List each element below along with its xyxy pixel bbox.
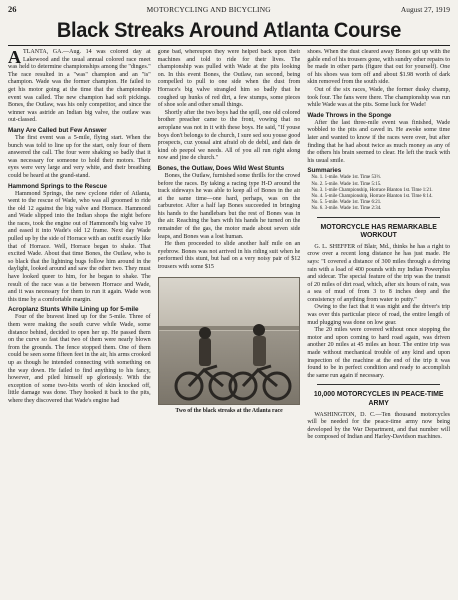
- paragraph: shoes. When the dust cleared away Bones got up with the gable end of his trousers gone, with sundry other repairs to be made in other parts (figure that out for yourself). One of his shoes was torn off and about $1.98 worth of dark skin removed from the south side.: [307, 49, 450, 86]
- article-columns: [8, 49, 450, 595]
- summary-item: No. 2. 5-mile. Wade 1st. Time 5:15.: [311, 181, 382, 187]
- subhead-many-called: Many Are Called but Few Answer: [8, 126, 107, 134]
- summary-item: No. 5. 5-mile. Wade 1st. Time 6:21.: [311, 200, 382, 206]
- section-divider: [317, 217, 440, 218]
- section-heading-workout: MOTORCYCLE HAS REMARKABLE WORKOUT: [320, 223, 437, 240]
- paragraph: Bones, the Outlaw, furnished some thrills for the crowd before the races. By taking a racing type H-D around the track sideways he was able to keep all of Bones in the air at the same time—one hard, perhaps, was on the carburetor. After a half lap Bones succeeded in bringing his hands to the handlebars but the rest of Bones was in the air. Reaching the bars with his hands he turned on the remainder of the gas, the motor made about seven side leaps, and Bones was a lost human.: [157, 172, 301, 240]
- paragraph: The 20 miles were covered without once stopping the motor and upon coming to hard road again, was driven another 20 miles at 45 miles an hour. The entire trip was made without mechanical trouble of any kind and upon inspection of the machine at the end of the trip it was found to be in perfect condition and ready to accomplish the same run again if necessary.: [307, 327, 450, 379]
- column-3: [307, 49, 450, 595]
- page-header: [8, 4, 450, 14]
- summary-item: No. 1. 1-mile. Wade 1st. Time 53½.: [311, 175, 382, 181]
- race-photo: [158, 277, 300, 405]
- subhead-bones-outlaw: Bones, the Outlaw, Does Wild West Stunts: [157, 164, 285, 172]
- subhead-hammond-springs: Hammond Springs to the Rescue: [8, 182, 108, 190]
- summary-item: No. 3. 1-mile Championship, Horrace Blanton 1st. Time 1:21.: [311, 187, 433, 193]
- headline-rule: [8, 45, 450, 46]
- column-2: [158, 49, 301, 595]
- summary-item: No. 4. 5-mile Championship, Horrace Blanton 1st. Time 6:14.: [311, 193, 433, 199]
- issue-date: August 27, 1919: [400, 5, 450, 14]
- column-1: [8, 49, 151, 595]
- article-headline: Black Streaks Around Atlanta Course: [56, 18, 402, 42]
- photo-caption: Two of the black streaks at the Atlanta race: [175, 407, 283, 414]
- paragraph: The first event was a 5-mile, flying start. When the bunch was told to line up for the start, only four of them answered the call. The four were shaking so badly that it was necessary for someone to hold their motors. Their eyes were very large and very white, and their breathing could be heard at the grand-stand.: [8, 134, 151, 179]
- paragraph: Hammond Springs, the new cyclone rider of Atlanta, went to the rescue of Wade, who was all groomed to ride the old 12 against the big valve and Horrace. Hammond and Wade slipped into the Indian shops the night before the races, took the engine out of Hammond's big valve 19 and eased it into Wade's old 12 frame. Next day Wade pulled up by the side of Horrace with an outfit exactly like that of Horrace. Well, Horrace began to shake. That excited Wade. About that time Bones, the Outlaw, who is so black that the lightning bugs follow him around in the daylight, looked around and saw the other two. They must have looked queer to him, for he began to shake. The result of the race was a tie between Horrace and Wade, and it was necessary for them to run it again. Wade won this time by a comfortable margin.: [8, 190, 151, 303]
- subhead-summaries: Summaries: [307, 167, 342, 175]
- paragraph: Out of the six races, Wade, the former dusky champ, took four. The fans were there. The championship was run while Wade was at the pits. Some luck for Wade!: [307, 86, 450, 109]
- magazine-title: MOTORCYCLING AND BICYCLING: [146, 5, 271, 14]
- lead-text: , GA.—Aug. 14 was colored day at Lakewood and the usual annual colored race meet was held to determine championships among the "dinges." The race resulted in a "was" champion and an "is" champion. Wade was the former champion. He failed to get his motor going at the time that the championship event was called. The new champion had soft pickings. Bones, the Outlaw, was his only competitor, and since the winner was astride an Indian big valve, the outlaw was out-classed.: [8, 49, 151, 124]
- paragraph: Owing to the fact that it was night and the driver's trip was over this particular piece of road, the entire length of mud plugging was done on low gear.: [307, 304, 450, 326]
- subhead-stunts: Acroplanz Stunts While Lining up for 5-mile: [8, 306, 139, 314]
- subhead-wade-sponge: Wade Throws in the Sponge: [307, 111, 392, 119]
- paragraph: WASHINGTON, D. C.—Ten thousand motorcycles will be needed for the peace-time army now being developed by the War Department, and that number will be composed of Indian and Harley-Davidson machines.: [307, 411, 450, 441]
- paragraph: G. L. SHEFFER of Blair, Md., thinks he has a right to crow over a recent long distance he has just made. He says: "I covered a distance of 300 miles through a driving rain with a load of 400 pounds with my Indian Powerplus and sidecar. The special feature of the trip was the transit of 20 miles of dirt road, which, after six hours of rain, was a sea of mud of from 3 to 8 inches deep and the consistency of anything from water to putty.": [307, 243, 450, 303]
- summary-item: No. 6. 3-mile. Wade 1st. Time 2:34.: [311, 206, 382, 212]
- section-heading-army: 10,000 MOTORCYCLES IN PEACE-TIME ARMY: [313, 391, 444, 407]
- paragraph: He then proceeded to slide another half mile on an eyebrow. Bones was not arrived in his riding suit when he performed this stunt, but had on a very noisy pair of $12 trousers with some $15: [157, 241, 301, 271]
- paragraph: Four of the bravest lined up for the 5-mile. Three of them were making the south curve while Wade, some distance behind, decided to open her up. He passed them on the curve so fast that two of them were nearly blown from the grounds. The fence stopped them. One of them could be seen some fifteen feet in the air, his arms crooked up as though he intended connecting with something on the way down. He failed to find anything to his fancy, however, and piled himself up gloriously. With the exception of some two-bits worth of skin knocked off, little damage was done. They hooked it back to the pits, where they discovered that Wade's engine had: [8, 314, 151, 404]
- paragraph: Shortly after the two boys had the spill, one old colored brother preacher came to the front, vowing that no aeroplane was not in it with these boys. He said, "If youse boys don't belongs to de church, I sure sed sou youse good prospects, cuz yousal aint afraid ob de debil, and dats de kind ob peepol we needs. All of you all run right along now and jine de church.": [157, 109, 301, 162]
- page-number: 26: [8, 4, 17, 14]
- magazine-page: [8, 4, 450, 596]
- summaries-list: [311, 175, 450, 212]
- lead-paragraph: [8, 49, 151, 125]
- lead-smallcaps: TLANTA: [23, 49, 47, 55]
- drop-cap: A: [8, 49, 21, 67]
- paragraph: After the last three-mile event was finished, Wade wobbled to the pits and caved in. He awoke some time later and wanted to know if the races were over, but after finding that he had about twice as much money as any of the others his brain seemed to clear. He left the track with his usual smile.: [307, 119, 450, 164]
- riders-illustration: [159, 278, 300, 405]
- paragraph: gone bad, whereupon they were helped back upon their machines and told to ride for their lives. The championship was pulled with Wade at the pits looking on. In this event Bones, the Outlaw, ran second, being compelled to pull to one side when the dust from Horrace's big valve strangled him so badly that he coughed up hunks of red dirt, a few stumps, some pieces of shoe sole and other small things.: [157, 49, 301, 109]
- section-divider: [317, 384, 440, 385]
